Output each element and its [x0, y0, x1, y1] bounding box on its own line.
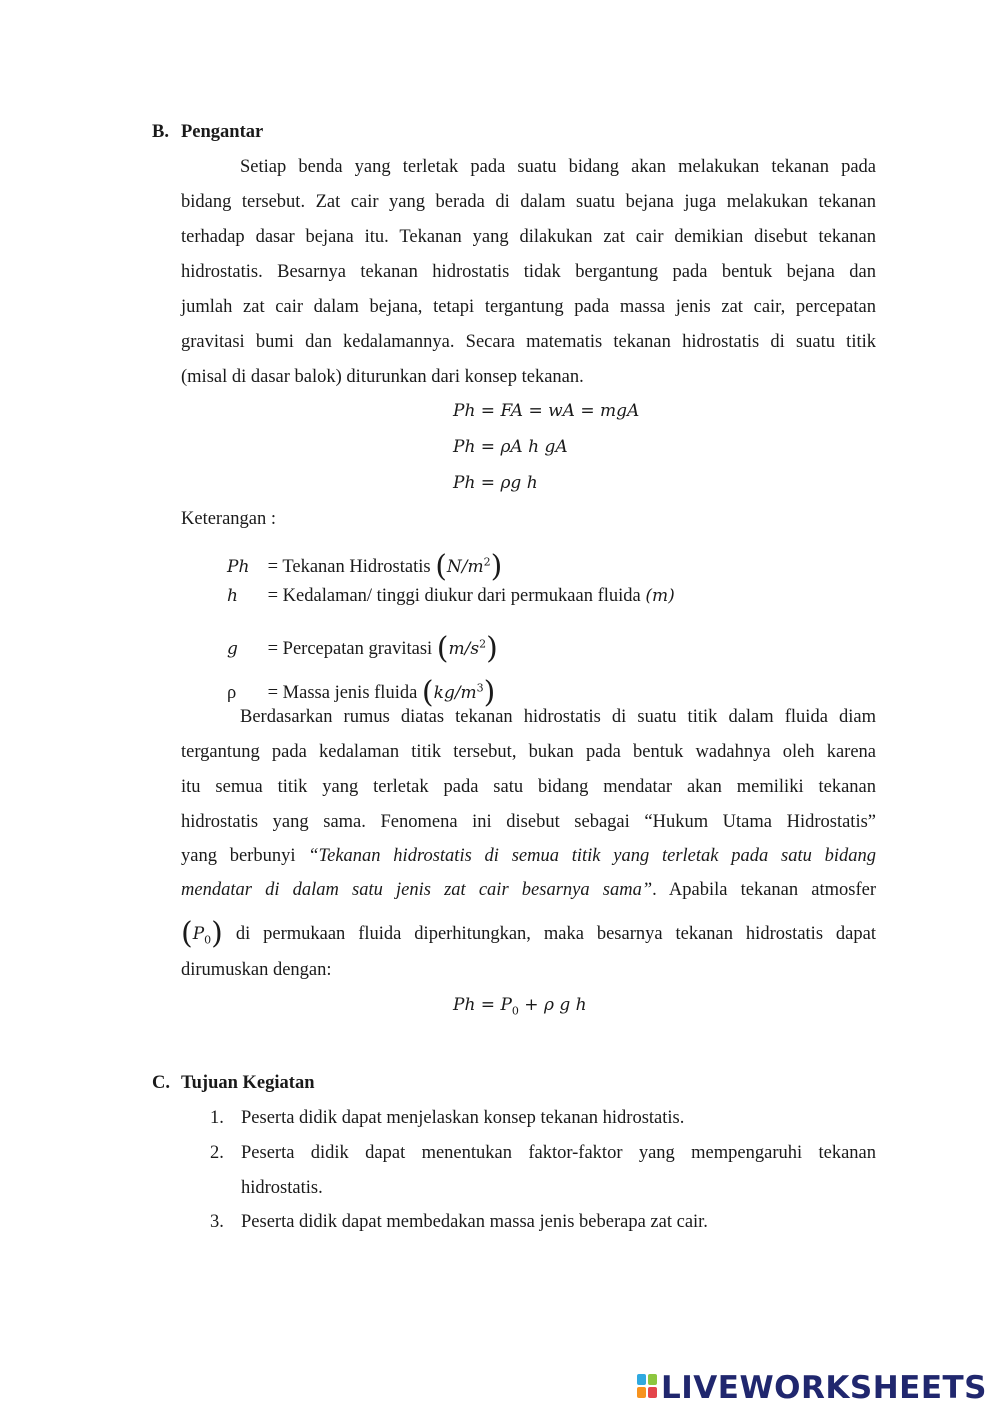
law-quote: “Tekanan hidrostatis di semua titik yang terletak pada satu bidang — [308, 846, 876, 866]
p0-symbol: P — [192, 924, 205, 944]
para2-line: itu semua titik yang terletak pada satu bidang mendatar akan memiliki tekanan — [181, 777, 876, 797]
def-text: = Tekanan Hidrostatis — [267, 557, 431, 577]
def-row-g: g = Percepatan gravitasi $(m/s^2)$ — [227, 631, 498, 666]
def-unit: kg/m — [433, 683, 477, 703]
def-unit: m/s — [448, 639, 480, 659]
def-text: = Percepatan gravitasi — [267, 639, 433, 659]
def-unit: N/m — [446, 557, 484, 577]
objective-text: hidrostatis. — [241, 1178, 323, 1198]
para2-line: mendatar di dalam satu jenis zat cair besarnya sama”. Apabila tekanan atmosfer — [181, 880, 876, 900]
objective-text: Peserta didik dapat menentukan faktor-faktor yang mempengaruhi tekanan — [241, 1143, 876, 1163]
objective-number: 2. — [210, 1143, 224, 1163]
def-symbol: ρ — [227, 683, 237, 703]
section-c-title: Tujuan Kegiatan — [181, 1073, 315, 1093]
para2-line: yang berbunyi “Tekanan hidrostatis di semua titik yang terletak pada satu bidang — [181, 846, 876, 866]
liveworksheets-logo — [637, 1370, 987, 1406]
equation-2: Ph = ρA h gA — [453, 437, 568, 457]
def-row-rho: ρ = Massa jenis fluida $(kg/m^3)$ — [227, 675, 496, 710]
para2-line: hidrostatis yang sama. Fenomena ini disebut sebagai “Hukum Utama Hidrostatis” — [181, 812, 876, 832]
para1-line: bidang tersebut. Zat cair yang berada di dalam suatu bejana juga melakukan tekanan — [181, 192, 876, 212]
equation-4: $Ph = P_0 + \rho$ g h — [453, 995, 587, 1018]
objective-number: 3. — [210, 1212, 224, 1232]
def-text: = Kedalaman/ tinggi diukur dari permukaan fluida — [267, 586, 641, 606]
para1-line: terhadap dasar bejana itu. Tekanan yang dilakukan zat cair demikian disebut tekanan — [181, 227, 876, 247]
objective-text: Peserta didik dapat membedakan massa jenis beberapa zat cair. — [241, 1212, 708, 1232]
para2-line: $(P_0)$ di permukaan fluida diperhitungkan, maka besarnya tekanan hidrostatis dapat — [181, 916, 876, 951]
para2-line: dirumuskan dengan: — [181, 960, 332, 980]
equation-1: Ph = FA = wA = mgA — [453, 401, 640, 421]
para1-line: jumlah zat cair dalam bejana, tetapi tergantung pada massa jenis zat cair, percepatan — [181, 297, 876, 317]
def-row-ph: Ph = Tekanan Hidrostatis $(N/m^2)$ — [227, 549, 503, 584]
def-symbol: Ph — [227, 557, 250, 577]
para2-line: Berdasarkan rumus diatas tekanan hidrostatis di suatu titik dalam fluida diam — [240, 707, 876, 727]
liveworksheets-logo-text: LIVEWORKSHEETS — [661, 1370, 987, 1406]
def-text: = Massa jenis fluida — [267, 683, 418, 703]
liveworksheets-logo-icon — [637, 1374, 659, 1400]
law-quote-end: mendatar di dalam satu jenis zat cair besarnya sama” — [181, 880, 653, 900]
section-b-letter: B. — [152, 122, 169, 142]
objective-text: Peserta didik dapat menjelaskan konsep tekanan hidrostatis. — [241, 1108, 685, 1128]
objective-number: 1. — [210, 1108, 224, 1128]
section-c-letter: C. — [152, 1073, 170, 1093]
para1-line: hidrostatis. Besarnya tekanan hidrostatis tidak bergantung pada bentuk bejana dan — [181, 262, 876, 282]
para1-line: Setiap benda yang terletak pada suatu bidang akan melakukan tekanan pada — [240, 157, 876, 177]
def-symbol: h — [227, 586, 238, 606]
para2-line: tergantung pada kedalaman titik tersebut, bukan pada bentuk wadahnya oleh karena — [181, 742, 876, 762]
para1-line: gravitasi bumi dan kedalamannya. Secara matematis tekanan hidrostatis di suatu titik — [181, 332, 876, 352]
para1-line: (misal di dasar balok) diturunkan dari konsep tekanan. — [181, 367, 584, 387]
def-row-h — [227, 586, 675, 607]
section-b-title: Pengantar — [181, 122, 264, 142]
keterangan-label: Keterangan : — [181, 509, 277, 529]
def-symbol: g — [227, 639, 238, 659]
def-unit: (m) — [645, 586, 675, 606]
equation-3: Ph = ρg h — [453, 473, 538, 493]
